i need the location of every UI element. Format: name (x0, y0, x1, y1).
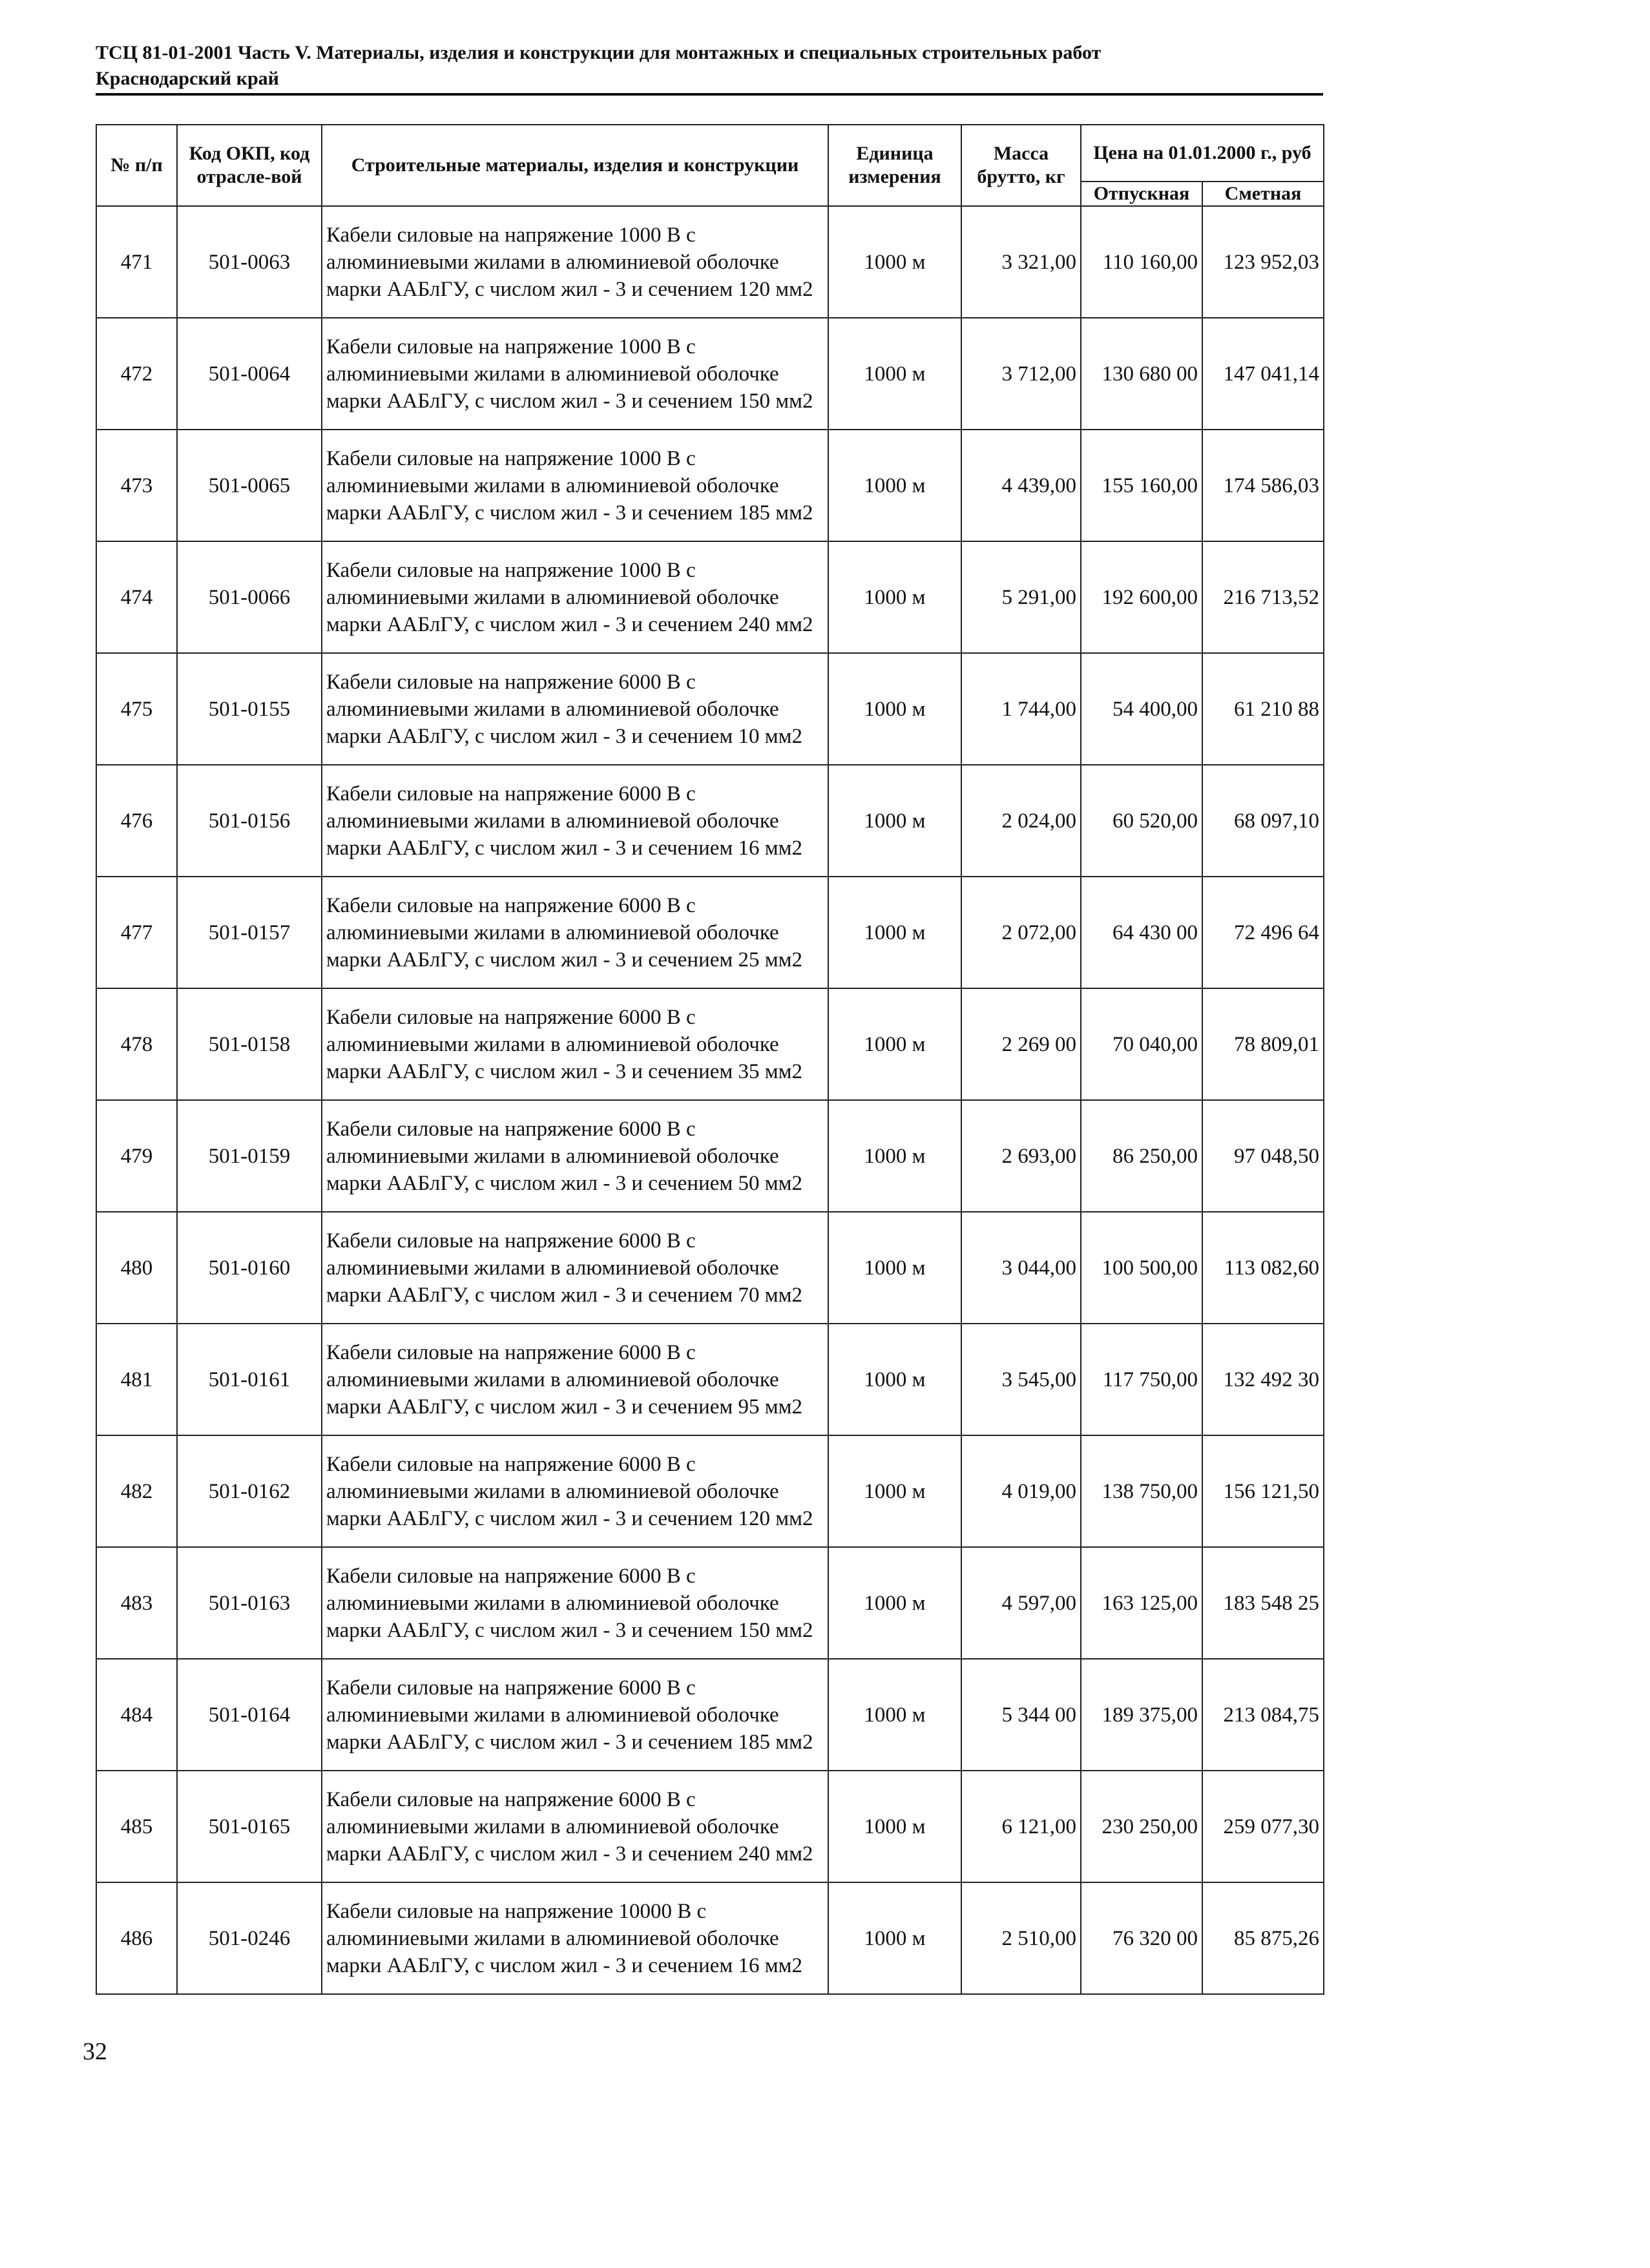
row-num: 475 (96, 653, 177, 765)
row-price-estimate: 216 713,52 (1202, 541, 1324, 653)
row-mass: 3 545,00 (961, 1324, 1081, 1435)
row-mass: 3 044,00 (961, 1212, 1081, 1324)
col-header-mass: Масса брутто, кг (961, 125, 1081, 206)
row-price-release: 130 680 00 (1081, 318, 1202, 430)
row-unit: 1000 м (828, 1882, 961, 1994)
row-price-estimate: 113 082,60 (1202, 1212, 1324, 1324)
row-unit: 1000 м (828, 653, 961, 765)
row-num: 486 (96, 1882, 177, 1994)
row-price-release: 54 400,00 (1081, 653, 1202, 765)
row-code: 501-0159 (177, 1100, 322, 1212)
table-row (96, 1100, 1324, 1212)
row-name: Кабели силовые на напряжение 6000 В с алюминиевыми жилами в алюминиевой оболочке марки ААБлГУ, с числом жил - 3 и сечением 10 мм2 (322, 653, 828, 765)
row-num: 477 (96, 877, 177, 988)
col-header-code: Код ОКП, код отрасле-вой (177, 125, 322, 206)
row-price-release: 64 430 00 (1081, 877, 1202, 988)
row-code: 501-0162 (177, 1435, 322, 1547)
row-name: Кабели силовые на напряжение 6000 В с алюминиевыми жилами в алюминиевой оболочке марки ААБлГУ, с числом жил - 3 и сечением 70 мм2 (322, 1212, 828, 1324)
row-num: 471 (96, 206, 177, 318)
row-name: Кабели силовые на напряжение 6000 В с алюминиевыми жилами в алюминиевой оболочке марки ААБлГУ, с числом жил - 3 и сечением 25 мм2 (322, 877, 828, 988)
row-mass: 5 291,00 (961, 541, 1081, 653)
row-mass: 5 344 00 (961, 1659, 1081, 1771)
table-row (96, 988, 1324, 1100)
header-region: Краснодарский край (96, 68, 279, 89)
row-price-release: 155 160,00 (1081, 430, 1202, 541)
row-price-release: 110 160,00 (1081, 206, 1202, 318)
row-unit: 1000 м (828, 1324, 961, 1435)
row-mass: 3 712,00 (961, 318, 1081, 430)
table-row (96, 206, 1324, 318)
row-code: 501-0164 (177, 1659, 322, 1771)
row-name: Кабели силовые на напряжение 10000 В с алюминиевыми жилами в алюминиевой оболочке марки ААБлГУ, с числом жил - 3 и сечением 16 мм2 (322, 1882, 828, 1994)
row-name: Кабели силовые на напряжение 1000 В с алюминиевыми жилами в алюминиевой оболочке марки ААБлГУ, с числом жил - 3 и сечением 185 мм2 (322, 430, 828, 541)
row-num: 473 (96, 430, 177, 541)
row-num: 476 (96, 765, 177, 877)
table-row (96, 653, 1324, 765)
row-price-estimate: 183 548 25 (1202, 1547, 1324, 1659)
row-unit: 1000 м (828, 877, 961, 988)
row-price-estimate: 78 809,01 (1202, 988, 1324, 1100)
col-header-price-release: Отпускная (1081, 182, 1202, 206)
row-code: 501-0065 (177, 430, 322, 541)
row-price-release: 163 125,00 (1081, 1547, 1202, 1659)
col-header-price-estimate: Сметная (1202, 182, 1324, 206)
row-price-estimate: 174 586,03 (1202, 430, 1324, 541)
row-name: Кабели силовые на напряжение 6000 В с алюминиевыми жилами в алюминиевой оболочке марки ААБлГУ, с числом жил - 3 и сечением 185 мм2 (322, 1659, 828, 1771)
col-header-name: Строительные материалы, изделия и конструкции (322, 125, 828, 206)
col-header-unit: Единица измерения (828, 125, 961, 206)
row-unit: 1000 м (828, 1659, 961, 1771)
table-row (96, 1547, 1324, 1659)
table-row (96, 430, 1324, 541)
row-price-estimate: 61 210 88 (1202, 653, 1324, 765)
row-unit: 1000 м (828, 318, 961, 430)
row-price-release: 192 600,00 (1081, 541, 1202, 653)
row-num: 481 (96, 1324, 177, 1435)
table-row (96, 1212, 1324, 1324)
row-code: 501-0063 (177, 206, 322, 318)
row-price-estimate: 259 077,30 (1202, 1771, 1324, 1882)
row-code: 501-0064 (177, 318, 322, 430)
row-price-estimate: 213 084,75 (1202, 1659, 1324, 1771)
row-mass: 3 321,00 (961, 206, 1081, 318)
header-divider (96, 93, 1323, 96)
row-num: 474 (96, 541, 177, 653)
row-price-estimate: 156 121,50 (1202, 1435, 1324, 1547)
row-mass: 4 597,00 (961, 1547, 1081, 1659)
row-num: 484 (96, 1659, 177, 1771)
row-name: Кабели силовые на напряжение 1000 В с алюминиевыми жилами в алюминиевой оболочке марки ААБлГУ, с числом жил - 3 и сечением 240 мм2 (322, 541, 828, 653)
table-row (96, 541, 1324, 653)
row-price-release: 138 750,00 (1081, 1435, 1202, 1547)
row-name: Кабели силовые на напряжение 6000 В с алюминиевыми жилами в алюминиевой оболочке марки ААБлГУ, с числом жил - 3 и сечением 95 мм2 (322, 1324, 828, 1435)
row-unit: 1000 м (828, 1435, 961, 1547)
table-row (96, 1435, 1324, 1547)
row-unit: 1000 м (828, 1100, 961, 1212)
row-mass: 6 121,00 (961, 1771, 1081, 1882)
row-code: 501-0165 (177, 1771, 322, 1882)
row-price-release: 117 750,00 (1081, 1324, 1202, 1435)
row-price-release: 70 040,00 (1081, 988, 1202, 1100)
table-row (96, 1771, 1324, 1882)
row-num: 472 (96, 318, 177, 430)
row-name: Кабели силовые на напряжение 6000 В с алюминиевыми жилами в алюминиевой оболочке марки ААБлГУ, с числом жил - 3 и сечением 35 мм2 (322, 988, 828, 1100)
row-unit: 1000 м (828, 765, 961, 877)
row-price-release: 60 520,00 (1081, 765, 1202, 877)
row-mass: 2 510,00 (961, 1882, 1081, 1994)
row-num: 483 (96, 1547, 177, 1659)
page-number: 32 (83, 2038, 107, 2065)
row-name: Кабели силовые на напряжение 6000 В с алюминиевыми жилами в алюминиевой оболочке марки ААБлГУ, с числом жил - 3 и сечением 16 мм2 (322, 765, 828, 877)
row-mass: 2 693,00 (961, 1100, 1081, 1212)
row-unit: 1000 м (828, 1771, 961, 1882)
row-code: 501-0157 (177, 877, 322, 988)
table-row (96, 1882, 1324, 1994)
row-num: 479 (96, 1100, 177, 1212)
row-unit: 1000 м (828, 1547, 961, 1659)
row-num: 482 (96, 1435, 177, 1547)
row-unit: 1000 м (828, 988, 961, 1100)
row-unit: 1000 м (828, 206, 961, 318)
row-code: 501-0155 (177, 653, 322, 765)
row-unit: 1000 м (828, 541, 961, 653)
row-mass: 2 024,00 (961, 765, 1081, 877)
table-row (96, 318, 1324, 430)
row-price-release: 230 250,00 (1081, 1771, 1202, 1882)
table-row (96, 1324, 1324, 1435)
row-price-release: 86 250,00 (1081, 1100, 1202, 1212)
col-header-price: Цена на 01.01.2000 г., руб (1081, 125, 1324, 182)
row-name: Кабели силовые на напряжение 6000 В с алюминиевыми жилами в алюминиевой оболочке марки ААБлГУ, с числом жил - 3 и сечением 120 мм2 (322, 1435, 828, 1547)
row-price-estimate: 72 496 64 (1202, 877, 1324, 988)
row-mass: 2 269 00 (961, 988, 1081, 1100)
row-num: 478 (96, 988, 177, 1100)
row-price-release: 100 500,00 (1081, 1212, 1202, 1324)
row-mass: 4 019,00 (961, 1435, 1081, 1547)
table-row (96, 765, 1324, 877)
row-name: Кабели силовые на напряжение 1000 В с алюминиевыми жилами в алюминиевой оболочке марки ААБлГУ, с числом жил - 3 и сечением 150 мм2 (322, 318, 828, 430)
row-price-estimate: 68 097,10 (1202, 765, 1324, 877)
row-code: 501-0161 (177, 1324, 322, 1435)
row-price-estimate: 132 492 30 (1202, 1324, 1324, 1435)
row-name: Кабели силовые на напряжение 6000 В с алюминиевыми жилами в алюминиевой оболочке марки ААБлГУ, с числом жил - 3 и сечением 150 мм2 (322, 1547, 828, 1659)
document-header (96, 40, 1323, 92)
row-code: 501-0158 (177, 988, 322, 1100)
row-price-estimate: 97 048,50 (1202, 1100, 1324, 1212)
row-price-release: 189 375,00 (1081, 1659, 1202, 1771)
row-code: 501-0156 (177, 765, 322, 877)
row-mass: 2 072,00 (961, 877, 1081, 988)
row-price-estimate: 123 952,03 (1202, 206, 1324, 318)
row-name: Кабели силовые на напряжение 6000 В с алюминиевыми жилами в алюминиевой оболочке марки ААБлГУ, с числом жил - 3 и сечением 240 мм2 (322, 1771, 828, 1882)
row-num: 480 (96, 1212, 177, 1324)
row-name: Кабели силовые на напряжение 6000 В с алюминиевыми жилами в алюминиевой оболочке марки ААБлГУ, с числом жил - 3 и сечением 50 мм2 (322, 1100, 828, 1212)
row-mass: 4 439,00 (961, 430, 1081, 541)
row-name: Кабели силовые на напряжение 1000 В с алюминиевыми жилами в алюминиевой оболочке марки ААБлГУ, с числом жил - 3 и сечением 120 мм2 (322, 206, 828, 318)
col-header-num: № п/п (96, 125, 177, 206)
table-row (96, 1659, 1324, 1771)
row-unit: 1000 м (828, 1212, 961, 1324)
materials-price-table (96, 124, 1324, 1995)
header-title: ТСЦ 81-01-2001 Часть V. Материалы, изделия и конструкции для монтажных и специальных строительных работ (96, 42, 1102, 63)
row-price-estimate: 147 041,14 (1202, 318, 1324, 430)
row-price-release: 76 320 00 (1081, 1882, 1202, 1994)
table-row (96, 877, 1324, 988)
row-code: 501-0163 (177, 1547, 322, 1659)
row-num: 485 (96, 1771, 177, 1882)
table-header-row (96, 125, 1324, 182)
row-mass: 1 744,00 (961, 653, 1081, 765)
row-code: 501-0066 (177, 541, 322, 653)
row-price-estimate: 85 875,26 (1202, 1882, 1324, 1994)
row-code: 501-0160 (177, 1212, 322, 1324)
row-code: 501-0246 (177, 1882, 322, 1994)
row-unit: 1000 м (828, 430, 961, 541)
